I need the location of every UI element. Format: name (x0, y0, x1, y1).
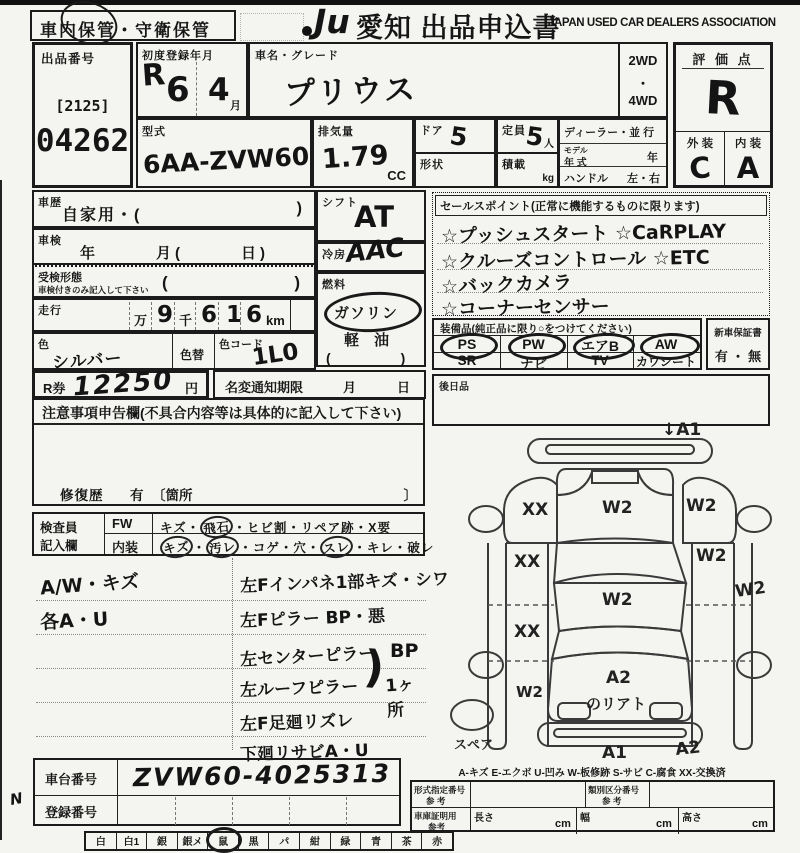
rticket-box (32, 365, 209, 403)
rticket-label: R券 (43, 381, 66, 396)
mileage-dash1 (129, 302, 130, 330)
fw-sep3: ・ (287, 521, 301, 535)
jukensetai-row (32, 265, 316, 298)
rocker-right (734, 543, 752, 749)
shift-value: AT (354, 200, 394, 234)
tt-v3 (649, 782, 650, 807)
displacement-unit: CC (387, 168, 406, 183)
type-table (410, 780, 775, 832)
note-dash-panel: 左Fインパネ1部キズ・シワ (239, 569, 450, 597)
inspector-v1 (104, 514, 105, 554)
diagram-fender-right-w2: W2 (686, 496, 717, 516)
dealer-model: モデル (564, 146, 588, 155)
int-ana: 穴 (293, 541, 307, 555)
color-code-label: 色コード (219, 339, 263, 351)
note-f-ashimawari: 左F足廻リズレ (239, 711, 354, 735)
vin-h1 (35, 795, 399, 796)
wheel-rear-right (737, 652, 771, 678)
mileage-man: 万 (134, 313, 148, 328)
color-cell-brown: 茶 (392, 833, 423, 849)
lot-label: 出品番号 (41, 52, 96, 66)
note-bracket-bp: BP (390, 640, 419, 662)
sales-point-line2: ☆クルーズコントロール ☆ETC (440, 246, 710, 274)
int-sure-circled: スレ (319, 534, 354, 559)
fuel-diesel: 軽 油 (344, 332, 390, 349)
fuel-gasoline: ガソリン (334, 305, 399, 322)
fw-kizu: キズ (160, 521, 187, 535)
load-cell (496, 152, 559, 188)
repair-history-value: 有 (130, 488, 144, 503)
garage-label: 車庫証明用 (414, 811, 457, 821)
tt-v1 (470, 782, 471, 830)
repair-history-label: 修復歴 (60, 488, 104, 503)
gojitsuhin-label: 後日品 (439, 382, 469, 393)
color-select-row (84, 831, 454, 851)
width-label: 幅 (580, 813, 590, 824)
vin-v1 (117, 760, 118, 824)
history-label: 車歴 (38, 197, 62, 209)
cowl (592, 471, 638, 483)
warranty-label: 新車保証書 (714, 328, 762, 339)
car-name-box (248, 42, 620, 118)
meihen-month: 月 (343, 380, 357, 395)
rear-window (552, 627, 688, 660)
mileage-sen: 千 (179, 313, 193, 328)
int-sep4: ・ (306, 541, 321, 555)
capacity-cell (496, 118, 559, 154)
type-number-label: 形式指定番号 (414, 785, 466, 795)
int-koge: コゲ (252, 541, 280, 555)
warranty-value: 有 ・ 無 (714, 349, 762, 364)
mileage-dash3 (174, 302, 175, 330)
plate-dash3 (289, 797, 290, 825)
repair-history-close: 〕 (403, 488, 417, 503)
first-reg-label: 初度登録年月 (142, 50, 214, 62)
dealer-nenshiki: 年 式 (564, 158, 587, 169)
int-sep3: ・ (279, 541, 294, 555)
org-title-en: JAPAN USED CAR DEALERS ASSOCIATION (548, 17, 776, 29)
doors-value: 5 (448, 120, 470, 153)
jukensetai-note: 車検付きのみ記入して下さい (38, 285, 149, 295)
int-sep2: ・ (239, 541, 253, 555)
notes-line1 (36, 600, 426, 601)
vin-box (33, 758, 401, 826)
diagram-fender-left-xx: XX (522, 500, 549, 520)
color-cell-gray-circled: 鼠 (208, 833, 239, 849)
note-kaku-au: 各A・U (39, 608, 109, 634)
rocker-left (488, 543, 506, 749)
color-cell-white1: 白1 (117, 833, 148, 849)
plate-dash1 (175, 797, 176, 825)
doors-label: ドア (420, 125, 444, 137)
notes-col-divider (232, 558, 233, 750)
wheel-front-right (737, 506, 771, 532)
length-cm: cm (555, 818, 571, 830)
equip-ps: PS (457, 336, 477, 352)
note-bracket: ) (362, 641, 386, 694)
repair-history-open: 〔箇所 (152, 488, 193, 503)
fuel-label: 燃料 (322, 279, 346, 291)
dealer-row1: ディーラー・並 行 (564, 127, 655, 139)
diagram-hood-w2: W2 (602, 498, 633, 518)
ac-label: 冷房 (322, 249, 346, 261)
drive-cell (618, 42, 668, 118)
first-reg-month-suffix: 月 (230, 100, 241, 112)
rticket-value: 12250 (72, 365, 175, 403)
door-panel-left (506, 543, 548, 747)
load-unit: kg (542, 173, 554, 184)
inspector-box (32, 512, 435, 557)
inspector-int-items (160, 536, 434, 558)
equipment-box (432, 318, 702, 370)
note-center-pillar: 左センターピラー (239, 643, 376, 671)
color-change-label: 色替 (180, 348, 205, 362)
color-value: シルバー (51, 348, 124, 374)
jukensetai-close: ) (294, 273, 300, 292)
plate-dash4 (346, 797, 347, 825)
color-cell-red: 赤 (432, 837, 443, 848)
spare-tire (451, 700, 493, 730)
diagram-door-fl-xx: XX (514, 552, 541, 572)
mileage-d3: 6 (246, 302, 263, 328)
dealer-year: 年 (647, 152, 658, 164)
drive-2wd: 2WD (628, 53, 658, 68)
fw-hibiware: ヒビ割 (246, 521, 288, 535)
rear-bumper-inner (554, 729, 686, 737)
color-div2 (214, 334, 215, 368)
notice-box (32, 398, 425, 506)
shaken-label: 車検 (38, 235, 62, 247)
sales-point-line4: ☆コーナーセンサー (440, 295, 610, 321)
exterior-grade: C (687, 150, 713, 186)
exterior-label: 外 装 (686, 138, 714, 150)
meihen-box (213, 370, 426, 399)
damage-legend: A-キズ E-エクボ U-凹み W-板修跡 S-サビ C-腐食 XX-交換済 (458, 768, 726, 779)
sales-points-header: セールスポイント(正常に機能するものに限ります) (440, 201, 700, 213)
first-reg-month: 4 (208, 72, 230, 108)
history-value: 自家用・( (62, 207, 142, 224)
diagram-door-rl-xx: XX (514, 622, 541, 642)
tt-v2 (585, 782, 586, 807)
jukensetai-open: ( (162, 273, 168, 292)
note-roof-pillar: 左ルーフピラー (239, 676, 359, 702)
plate-label: 登録番号 (45, 805, 98, 820)
diagram-quarter-left-w2: W2 (516, 683, 543, 701)
mileage-d2: 1 (226, 302, 243, 328)
int-kire: キレ (366, 541, 394, 555)
int-sep5: ・ (353, 541, 367, 555)
note-aw-kizu: A/W・キズ (39, 570, 140, 600)
color-code-value: 1L0 (250, 338, 301, 372)
sales-point-line3: ☆バックカメラ (440, 271, 573, 299)
ac-box (316, 233, 426, 272)
shaken-row (32, 228, 316, 265)
fw-sep2: ・ (233, 521, 247, 535)
class-number-sankou: 参 考 (602, 796, 622, 806)
ju-logo-dot (302, 26, 312, 36)
interior-grade: A (736, 151, 760, 185)
inspector-label-2: 記入欄 (40, 539, 78, 553)
rticket-unit: 円 (184, 381, 198, 396)
sales-points-header-box (435, 195, 767, 216)
model-code-value: 6AA-ZVW60 (142, 141, 310, 180)
color-cell-navy: 紺 (300, 833, 331, 849)
height-label: 高さ (682, 813, 702, 824)
color-cell-pearl: パ (269, 833, 300, 849)
shift-label: シフト (322, 197, 358, 209)
int-kizu-circled: キズ (159, 534, 194, 559)
jukensetai-label: 受検形態 (38, 272, 82, 284)
fw-x-yo: X要 (368, 521, 391, 535)
diagram-rear-a1: A1 (602, 743, 627, 760)
equip-sr: SR (457, 353, 477, 368)
wheel-rear-left (469, 652, 503, 678)
width-cm: cm (656, 818, 672, 830)
lot-number-box (32, 42, 133, 188)
mileage-dash2 (151, 302, 152, 330)
dealer-line2 (560, 166, 666, 167)
shaken-text: 年 月( 日) (80, 245, 269, 262)
doors-cell (414, 118, 496, 154)
notes-line2 (36, 634, 426, 635)
ju-logo: Ju (314, 2, 350, 41)
capacity-label: 定員 (502, 125, 526, 137)
color-cell-silver: 銀 (147, 833, 178, 849)
color-cell-blue: 青 (361, 833, 392, 849)
int-sep6: ・ (393, 541, 408, 555)
first-reg-era: R (140, 57, 167, 94)
first-reg-box (136, 42, 248, 118)
int-yogore-circled: 汚レ (205, 534, 240, 559)
hood-arc-left (557, 472, 592, 495)
rating-split-vert (724, 131, 725, 188)
diagram-gate-a2: A2 (606, 668, 631, 688)
load-label: 積載 (502, 159, 526, 171)
shape-cell (414, 152, 496, 188)
model-code-label: 型式 (142, 126, 166, 138)
equip-aw: AW (654, 336, 678, 352)
meihen-label: 名変通知期限 (225, 380, 304, 395)
inspector-fw-items (160, 516, 391, 538)
fuel-paren: ( ) (326, 350, 406, 366)
lot-session: [2125] (55, 97, 110, 115)
color-row-cells (32, 332, 316, 374)
sales-point-line1: ☆プッシュスタート ☆CaRPLAY (440, 220, 727, 248)
note-f-pillar: 左Fピラー BP・悪 (239, 606, 386, 632)
vin-value: ZVW60-4025313 (132, 758, 392, 793)
fw-repair-ato: リペア跡 (300, 521, 355, 535)
mileage-dash5 (218, 302, 219, 330)
height-cm: cm (752, 818, 768, 830)
meihen-day: 日 (396, 380, 410, 395)
int-sep1: ・ (192, 541, 207, 555)
tt-v5 (678, 807, 679, 834)
dealer-line1 (560, 143, 666, 144)
mileage-d1: 6 (201, 302, 218, 328)
color-cell-silver-m: 銀メ (178, 833, 209, 849)
mileage-dash4 (195, 302, 196, 330)
mileage-digit-man: 9 (157, 302, 174, 328)
class-number-label: 類別区分番号 (588, 785, 640, 795)
notice-header-line (34, 423, 423, 425)
color-row-circle (206, 827, 242, 853)
door-panel-right (692, 543, 734, 747)
equipment-header: 装備品(純正品に限り○をつけてください) (440, 323, 632, 335)
history-close: ) (296, 200, 302, 217)
shape-label: 形状 (420, 159, 444, 171)
interior-label: 内 装 (734, 138, 762, 150)
diagram-spare-label: スペア (454, 738, 494, 753)
dealer-handle: ハンドル (564, 173, 608, 185)
first-reg-year: 6 (166, 70, 190, 110)
taillight-right (650, 703, 682, 719)
garage-sankou: 参考 (428, 822, 446, 832)
displacement-box (312, 118, 414, 188)
model-code-box (136, 118, 312, 188)
diagram-door-fr-w2: W2 (696, 546, 727, 566)
storage-dotted-box (240, 13, 304, 41)
fw-sep4: ・ (354, 521, 369, 535)
capacity-value: 5 (524, 120, 546, 153)
history-row (32, 190, 316, 228)
plate-dash2 (232, 797, 233, 825)
note-bracket-1kasho: 1ヶ所 (384, 674, 415, 722)
displacement-label: 排気量 (318, 126, 354, 138)
front-bumper-inner (546, 445, 694, 454)
inspector-fw-label: FW (112, 516, 133, 531)
scan-left-edge (0, 180, 2, 840)
sales-points-box (432, 192, 770, 321)
rating-split-line (676, 131, 770, 132)
notes-line4 (36, 702, 426, 703)
tt-v4 (576, 807, 577, 834)
diagram-gate-noriato: のリアト (586, 695, 647, 713)
int-yabure: 破レ (407, 541, 435, 555)
equip-tv: TV (591, 353, 609, 368)
drive-dot: ・ (636, 76, 650, 91)
rating-box (673, 42, 773, 188)
color-label: 色 (38, 339, 50, 351)
drive-4wd: 4WD (628, 93, 658, 108)
inspector-v2 (152, 514, 153, 554)
equip-pw: PW (522, 336, 545, 352)
mileage-dash6 (240, 302, 241, 330)
notes-area (32, 558, 450, 766)
wheel-front-left (469, 506, 503, 532)
rating-label: 評 価 点 (692, 52, 754, 67)
diagram-door-rr-w2: W2 (733, 577, 767, 602)
warranty-box (706, 318, 770, 370)
car-name-value: プリウス (283, 71, 419, 113)
ac-value: AAC (344, 233, 406, 269)
note-shitamawari: 下廻リサビA・U (239, 740, 370, 766)
length-label: 長さ (474, 813, 494, 824)
notice-header: 注意事項申告欄(不具合内容等は具体的に記入して下さい) (42, 405, 402, 421)
diagram-rear-a2: A2 (674, 737, 702, 760)
fw-tobiishi-circled: 飛石 (199, 514, 234, 539)
color-div1 (172, 334, 173, 368)
vin-label: 車台番号 (45, 772, 98, 787)
fuel-gasoline-circle (323, 289, 423, 334)
lot-number: 04262 (35, 123, 130, 159)
inspector-int-label: 内装 (112, 540, 139, 555)
color-cell-white: 白 (86, 833, 117, 849)
margin-squiggle: N (8, 789, 25, 809)
equip-airbag: エアB (580, 338, 620, 354)
inspector-label-1: 検査員 (40, 521, 78, 535)
equip-navi: ナビ (520, 357, 547, 372)
tt-h1 (412, 807, 773, 808)
windshield (554, 543, 686, 583)
equip-leather: カワシート (635, 355, 696, 369)
rating-grade: R (703, 70, 743, 126)
dealer-lr: 左・右 (627, 173, 660, 185)
displacement-value: 1.79 (320, 139, 390, 176)
diagram-roof-w2: W2 (602, 590, 633, 610)
car-name-label: 車名・グレード (255, 50, 339, 62)
diagram-front-a1: ↓A1 (662, 420, 702, 440)
front-bumper (528, 439, 712, 463)
capacity-unit: 人 (544, 139, 554, 150)
shift-box (316, 190, 426, 242)
org-title: 愛知 出品申込書 (356, 13, 561, 43)
mileage-label: 走行 (38, 305, 62, 317)
mileage-row (32, 298, 316, 332)
first-reg-divider (196, 62, 197, 116)
color-cell-black: 黒 (239, 833, 270, 849)
type-number-sankou: 参 考 (426, 796, 446, 806)
car-top-view (440, 415, 800, 760)
scan-top-bar (0, 0, 800, 5)
mileage-solid-div (290, 300, 291, 330)
fw-sep1: ・ (186, 521, 201, 535)
storage-label: 車内保管・守衛保管 (40, 21, 211, 40)
color-cell-green: 緑 (331, 833, 362, 849)
hood-arc-right (638, 472, 673, 495)
fuel-box (316, 272, 426, 367)
damage-diagram (440, 415, 800, 760)
dealer-col (558, 118, 668, 188)
mileage-unit: km (266, 313, 285, 328)
